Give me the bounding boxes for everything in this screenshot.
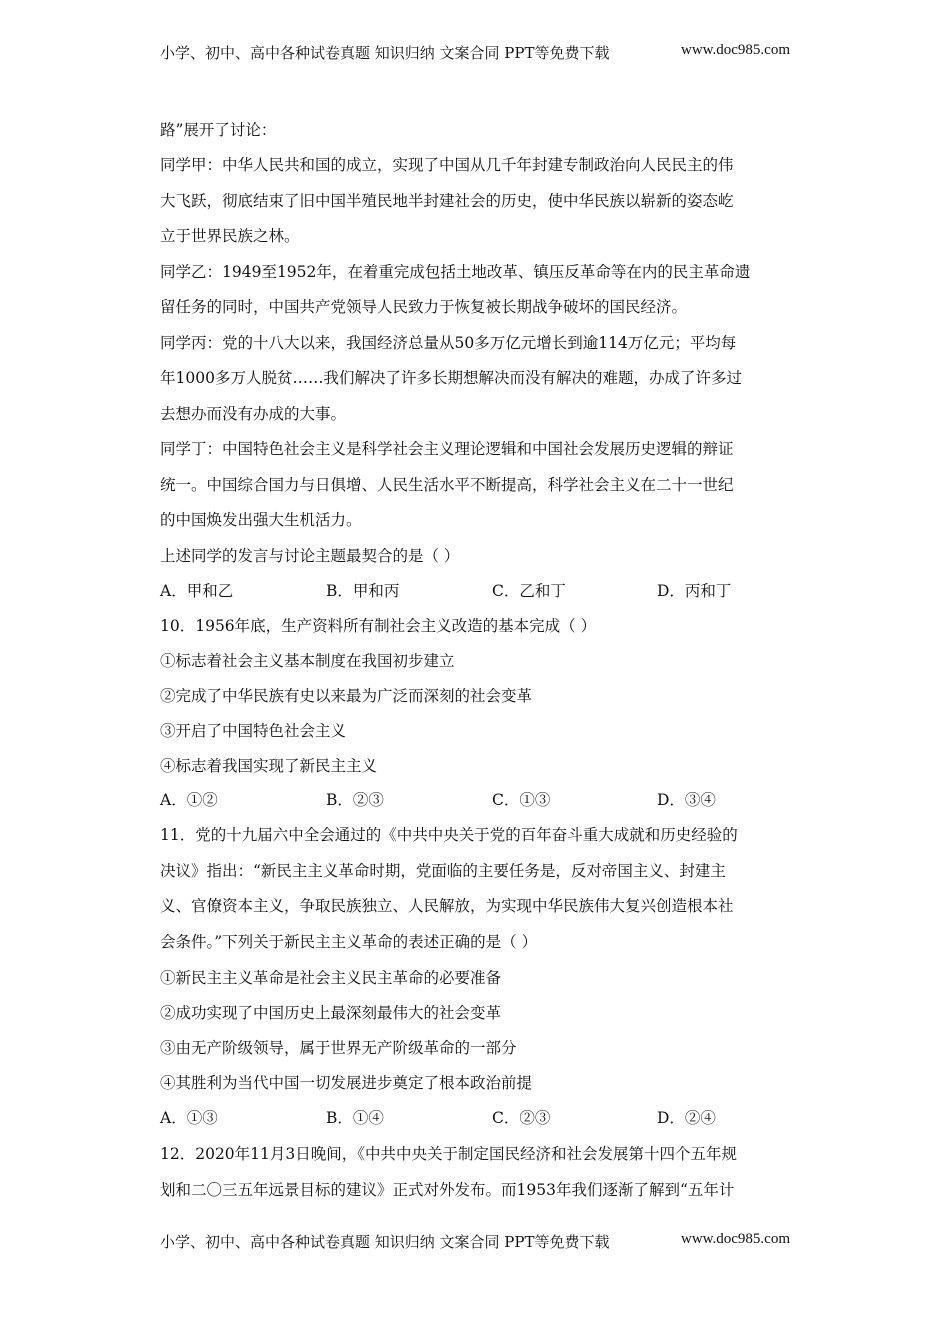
page-footer xyxy=(160,1231,790,1252)
text-line: 去想办而没有办成的大事。 xyxy=(160,405,347,423)
option-d[interactable]: D．②④ xyxy=(657,1109,716,1127)
text-line: 年1000多万人脱贫……我们解决了许多长期想解决而没有解决的难题，办成了许多过 xyxy=(160,369,742,387)
statement-line: ①新民主主义革命是社会主义民主革命的必要准备 xyxy=(160,969,502,987)
option-b[interactable]: B．②③ xyxy=(326,791,384,809)
option-c[interactable]: C．乙和丁 xyxy=(492,582,566,600)
option-b[interactable]: B．①④ xyxy=(326,1109,384,1127)
q12-stem: 12．2020年11月3日晚间，《中共中央关于制定国民经济和社会发展第十四个五年规 xyxy=(160,1145,738,1163)
option-d[interactable]: D．丙和丁 xyxy=(657,582,732,600)
statement-line: ③开启了中国特色社会主义 xyxy=(160,722,347,740)
q10-stem: 10．1956年底，生产资料所有制社会主义改造的基本完成（ ） xyxy=(160,617,597,635)
page-header xyxy=(160,42,790,63)
option-a[interactable]: A．甲和乙 xyxy=(160,582,234,600)
text-line: 留任务的同时，中国共产党领导人民致力于恢复被长期战争破坏的国民经济。 xyxy=(160,298,688,316)
statement-line: ②成功实现了中国历史上最深刻最伟大的社会变革 xyxy=(160,1004,502,1022)
q10-options xyxy=(160,788,792,810)
text-line: 统一。中国综合国力与日俱增、人民生活水平不断提高，科学社会主义在二十一世纪 xyxy=(160,476,734,494)
statement-line: ④其胜利为当代中国一切发展进步奠定了根本政治前提 xyxy=(160,1074,533,1092)
option-d[interactable]: D．③④ xyxy=(657,791,716,809)
footer-url[interactable]: www.doc985.com xyxy=(680,1231,790,1247)
q11-stem: 决议》指出：“新民主主义革命时期，党面临的主要任务是，反对帝国主义、封建主 xyxy=(160,862,726,880)
footer-text: 小学、初中、高中各种试卷真题 知识归纳 文案合同 PPT等免费下载 xyxy=(160,1233,610,1251)
q12-stem: 划和二〇三五年远景目标的建议》正式对外发布。而1953年我们逐渐了解到“五年计 xyxy=(160,1181,735,1199)
option-c[interactable]: C．①③ xyxy=(492,791,551,809)
q11-options xyxy=(160,1106,792,1128)
option-a[interactable]: A．①② xyxy=(160,791,218,809)
text-line: 大飞跃，彻底结束了旧中国半殖民地半封建社会的历史，使中华民族以崭新的姿态屹 xyxy=(160,192,734,210)
option-c[interactable]: C．②③ xyxy=(492,1109,551,1127)
statement-line: ④标志着我国实现了新民主主义 xyxy=(160,757,378,775)
q9-options xyxy=(160,579,792,601)
q11-stem: 11．党的十九届六中全会通过的《中共中央关于党的百年奋斗重大成就和历史经验的 xyxy=(160,826,738,844)
option-a[interactable]: A．①③ xyxy=(160,1109,218,1127)
text-line: 同学甲：中华人民共和国的成立，实现了中国从几千年封建专制政治向人民民主的伟 xyxy=(160,156,734,174)
text-line: 立于世界民族之林。 xyxy=(160,227,300,245)
text-line: 路”展开了讨论： xyxy=(160,121,277,139)
statement-line: ①标志着社会主义基本制度在我国初步建立 xyxy=(160,652,455,670)
statement-line: ③由无产阶级领导，属于世界无产阶级革命的一部分 xyxy=(160,1039,517,1057)
text-line: 的中国焕发出强大生机活力。 xyxy=(160,511,362,529)
question-stem: 上述同学的发言与讨论主题最契合的是（ ） xyxy=(160,547,460,565)
q11-stem: 会条件。”下列关于新民主主义革命的表述正确的是（ ） xyxy=(160,933,538,951)
option-b[interactable]: B．甲和丙 xyxy=(326,582,400,600)
text-line: 同学丙：党的十八大以来，我国经济总量从50多万亿元增长到逾114万亿元；平均每 xyxy=(160,334,737,352)
text-line: 同学乙：1949至1952年，在着重完成包括土地改革、镇压反革命等在内的民主革命遗 xyxy=(160,263,751,281)
text-line: 同学丁：中国特色社会主义是科学社会主义理论逻辑和中国社会发展历史逻辑的辩证 xyxy=(160,440,734,458)
q11-stem: 义、官僚资本主义，争取民族独立、人民解放，为实现中华民族伟大复兴创造根本社 xyxy=(160,897,734,915)
header-text: 小学、初中、高中各种试卷真题 知识归纳 文案合同 PPT等免费下载 xyxy=(160,44,610,62)
statement-line: ②完成了中华民族有史以来最为广泛而深刻的社会变革 xyxy=(160,687,533,705)
header-url[interactable]: www.doc985.com xyxy=(680,42,790,58)
